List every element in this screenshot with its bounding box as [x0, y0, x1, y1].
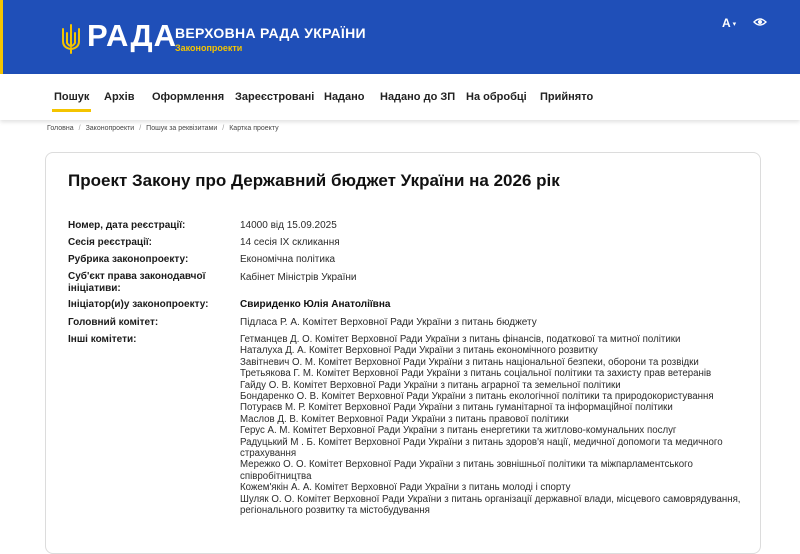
field-label-other-committees: Інші комітети: [68, 334, 137, 345]
list-item: Радуцький М . Б. Комітет Верховної Ради України з питань здоров'я нації, медичної допомоги та медичного страхування [240, 436, 723, 460]
nav-item-registered[interactable]: Зареєстровані [235, 91, 315, 103]
section-subtitle[interactable]: Законопроекти [175, 43, 243, 53]
field-value-initiator[interactable]: Свириденко Юлія Анатоліївна [240, 299, 391, 310]
other-committees-list [240, 334, 745, 517]
breadcrumb: Головна / Законопроекти / Пошук за реквізитами / Картка проекту [47, 125, 279, 132]
nav-item-archive[interactable]: Архів [104, 91, 135, 103]
list-item: Гетманцев Д. О. Комітет Верховної Ради України з питань фінансів, податкової та митної політики [240, 334, 681, 345]
font-size-control[interactable] [722, 16, 736, 30]
field-value-subject: Кабінет Міністрів України [240, 272, 357, 283]
accent-strip [0, 0, 3, 74]
nav-item-accepted[interactable]: Прийнято [540, 91, 594, 103]
trident-logo-icon[interactable] [60, 23, 82, 55]
field-label-session: Сесія реєстрації: [68, 237, 152, 248]
nav-item-processing[interactable]: На обробці [466, 91, 527, 103]
list-item: Шуляк О. О. Комітет Верховної Ради України з питань організації державної влади, місцевого самоврядування, регіонального розвитку та містобудування [240, 493, 741, 517]
list-item: Кожем'якін А. А. Комітет Верховної Ради України з питань молоді і спорту [240, 482, 571, 494]
list-item: Завітневич О. М. Комітет Верховної Ради України з питань національної безпеки, оборони та розвідки [240, 356, 699, 368]
brand-title[interactable]: РАДА [87, 18, 177, 53]
field-value-main-committee: Підласа Р. А. Комітет Верховної Ради України з питань бюджету [240, 317, 537, 328]
list-item: Наталуха Д. А. Комітет Верховної Ради України з питань економічного розвитку [240, 345, 598, 357]
list-item: Бондаренко О. В. Комітет Верховної Ради України з питань екологічної політики та природокористування [240, 391, 714, 403]
font-size-label: A [722, 16, 731, 30]
breadcrumb-home[interactable]: Головна [47, 125, 74, 132]
field-value-number: 14000 від 15.09.2025 [240, 220, 337, 231]
list-item: Мережко О. О. Комітет Верховної Ради України з питань зовнішньої політики та міжпарламентського співробітництва [240, 459, 693, 482]
list-item: Герус А. М. Комітет Верховної Ради України з питань енергетики та житлово-комунальних послуг [240, 425, 677, 437]
page-title: Проект Закону про Державний бюджет України на 2026 рік [68, 171, 560, 190]
breadcrumb-search[interactable]: Пошук за реквізитами [146, 125, 218, 132]
list-item: Гайду О. В. Комітет Верховної Ради України з питань аграрної та земельної політики [240, 379, 621, 391]
chevron-down-icon: ▾ [732, 20, 737, 28]
site-header [0, 0, 800, 74]
field-value-session: 14 сесія IX скликання [240, 237, 340, 248]
field-label-subject: Суб'єкт права законодавчої ініціативи: [68, 271, 206, 294]
field-label-initiator: Ініціатор(и)у законопроекту: [68, 299, 209, 310]
field-value-rubric: Економічна політика [240, 254, 336, 265]
main-nav [0, 74, 800, 120]
nav-item-submitted[interactable]: Надано [324, 91, 365, 103]
list-item: Потураєв М. Р. Комітет Верховної Ради України з питань гуманітарної та інформаційної політики [240, 402, 673, 414]
list-item: Третьякова Г. М. Комітет Верховної Ради України з питань соціальної політики та захисту прав ветеранів [240, 368, 712, 380]
field-label-main-committee: Головний комітет: [68, 317, 159, 328]
org-name[interactable]: ВЕРХОВНА РАДА УКРАЇНИ [175, 25, 366, 41]
breadcrumb-bills[interactable]: Законопроекти [85, 125, 135, 132]
breadcrumb-current: Картка проекту [229, 125, 279, 132]
field-label-rubric: Рубрика законопроекту: [68, 254, 189, 265]
nav-item-design[interactable]: Оформлення [152, 91, 225, 103]
nav-item-submitted-zp[interactable]: Надано до ЗП [380, 91, 456, 103]
nav-item-search[interactable]: Пошук [54, 74, 89, 120]
eye-icon[interactable] [753, 17, 767, 27]
field-label-number: Номер, дата реєстрації: [68, 220, 186, 231]
list-item: Маслов Д. В. Комітет Верховної Ради України з питань правової політики [240, 413, 569, 425]
